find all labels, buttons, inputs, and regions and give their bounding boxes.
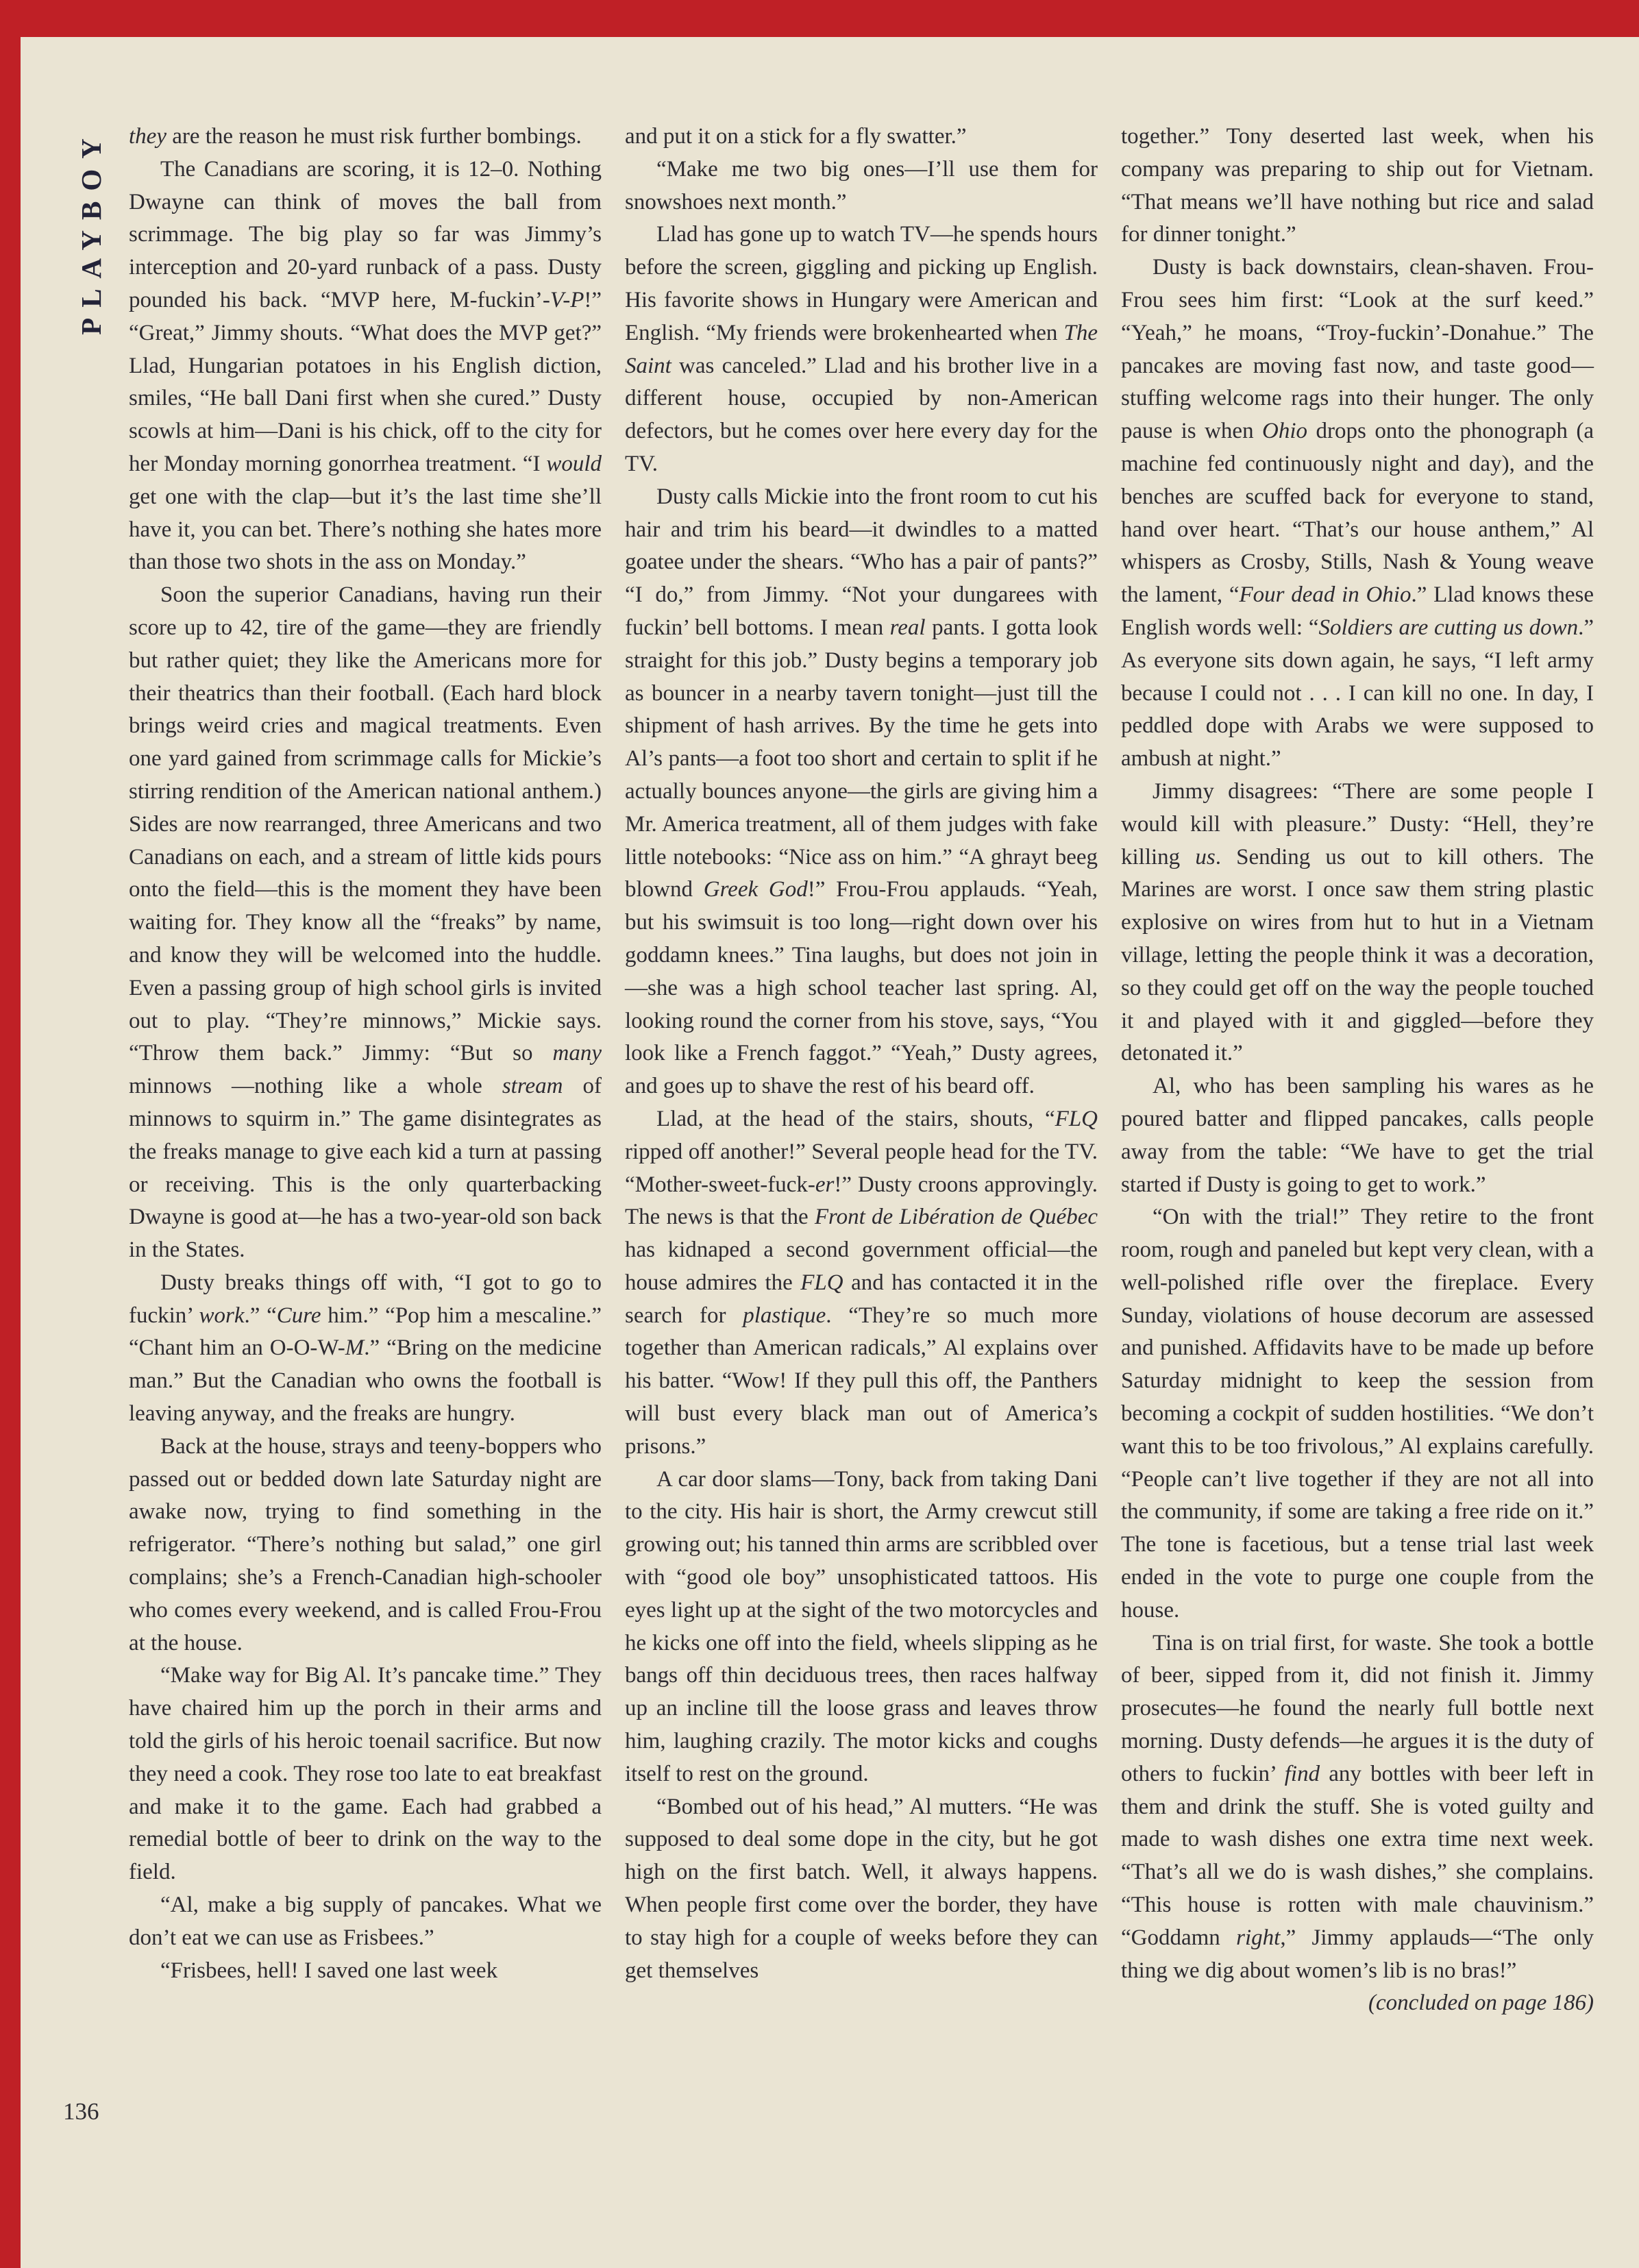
page-number: 136 [63,2098,99,2125]
page-edge-band-left [0,0,21,2268]
text-column-2 [625,121,1098,1987]
text-column-3 [1121,121,1594,2020]
paragraph: Tina is on trial first, for waste. She took a bottle of beer, sipped from it, did not finish it. Jimmy prosecutes—he found the nearly full bottle next morning. Dusty defends—he argues it is the duty of others to fuckin’ find any bottles with beer left in them and drink the stuff. She is voted guilty and made to wash dishes one extra time next week. “That’s all we do is wash dishes,” she complains. “This house is rotten with male chauvinism.” “Goddamn right,” Jimmy applauds—“The only thing we dig about women’s lib is no bras!” [1121,1630,1594,1983]
paragraph: Llad has gone up to watch TV—he spends hours before the screen, giggling and picking up English. His favorite shows in Hungary were American and English. “My friends were brokenhearted when The Saint was canceled.” Llad and his brother live in a different house, occupied by non-American defectors, but he comes over here every day for the TV. [625,222,1098,476]
paragraph: “Frisbees, hell! I saved one last week [160,1958,498,1983]
paragraph: Back at the house, strays and teeny-boppers who passed out or bedded down late Saturday night are awake now, trying to find something in the refrigerator. “There’s nothing but salad,” one girl complains; she’s a French-Canadian high-schooler who comes every weekend, and is called Frou-Frou at the house. [129,1433,602,1655]
paragraph: they are the reason he must risk further bombings. [129,124,582,149]
paragraph: “Make me two big ones—I’ll use them for snowshoes next month.” [625,156,1098,214]
paragraph: Jimmy disagrees: “There are some people I would kill with pleasure.” Dusty: “Hell, they’re killing us. Sending us out to kill others. The Marines are worst. I once saw them string plastic explosive on wires from hut to hut in a Vietnam village, letting the people think it was a decoration, so they could get off on the way the people touched it and played with it and giggled—before they detonated it.” [1121,778,1594,1066]
paragraph: and put it on a stick for a fly swatter.” [625,124,967,149]
paragraph: The Canadians are scoring, it is 12–0. Nothing Dwayne can think of moves the ball from scrimmage. The big play so far was Jimmy’s interception and 20-yard runback of a pass. Dusty pounded his back. “MVP here, M-fuckin’-V-P!” “Great,” Jimmy shouts. “What does the MVP get?” Llad, Hungarian potatoes in his English diction, smiles, “He ball Dani first when she cured.” Dusty scowls at him—Dani is his chick, off to the city for her Monday morning gonorrhea treatment. “I would get one with the clap—but it’s the last time she’ll have it, you can bet. There’s nothing she hates more than those two shots in the ass on Monday.” [129,156,602,575]
paragraph: Dusty is back downstairs, clean-shaven. Frou-Frou sees him first: “Look at the surf keed.” “Yeah,” he moans, “Troy-fuckin’-Donahue.” The pancakes are moving fast now, and taste good—stuffing welcome rags into their hunger. The only pause is when Ohio drops onto the phonograph (a machine fed continuously night and day), and the benches are scuffed back for everyone to stand, hand over heart. “That’s our house anthem,” Al whispers as Crosby, Stills, Nash & Young weave the lament, “Four dead in Ohio.” Llad knows these English words well: “Soldiers are cutting us down.” As everyone sits down again, he says, “I left army because I could not . . . I can kill no one. In day, I peddled dope with Arabs we were supposed to ambush at night.” [1121,255,1594,772]
paragraph: Soon the superior Canadians, having run their score up to 42, tire of the game—they are friendly but rather quiet; they like the Americans more for their theatrics than their football. (Each hard block brings weird cries and magical treatments. Even one yard gained from scrimmage calls for Mickie’s stirring rendition of the American national anthem.) Sides are now rearranged, three Americans and two Canadians on each, and a stream of little kids pours onto the field—this is the moment they have been waiting for. They know all the “freaks” by name, and know they will be welcomed into the huddle. Even a passing group of high school girls is invited out to play. “They’re minnows,” Mickie says. “Throw them back.” Jimmy: “But so many minnows —nothing like a whole stream of minnows to squirm in.” The game disintegrates as the freaks manage to give each kid a turn at passing or receiving. This is the only quarterbacking Dwayne is good at—he has a two-year-old son back in the States. [129,582,602,1263]
paragraph: A car door slams—Tony, back from taking Dani to the city. His hair is short, the Army crewcut still growing out; his tanned thin arms are scribbled over with “good ole boy” unsophisticated tattoos. His eyes light up at the sight of the two motorcycles and he kicks one off into the field, wheels slipping as he bangs off thin deciduous trees, then races halfway up an incline till the loose grass and leaves throw him, laughing crazily. The motor kicks and coughs itself to rest on the ground. [625,1466,1098,1786]
paragraph: “Al, make a big supply of pancakes. What we don’t eat we can use as Frisbees.” [129,1893,602,1950]
paragraph: together.” Tony deserted last week, when his company was preparing to ship out for Vietnam. “That means we’ll have nothing but rice and salad for dinner tonight.” [1121,124,1594,247]
magazine-wordmark: PLAYBOY [75,128,107,335]
page-edge-band-top [0,0,1639,37]
paragraph: “On with the trial!” They retire to the front room, rough and paneled but kept very clean, with a well-polished rifle over the fireplace. Every Sunday, violations of house decorum are assessed and punished. Affidavits have to be made up before Saturday midnight to keep the session from becoming a cockpit of sudden hostilities. “We don’t want this to be too frivolous,” Al explains carefully. “People can’t live together if they are not all into the community, if some are taking a free ride on it.” The tone is facetious, but a tense trial last week ended in the vote to purge one couple from the house. [1121,1205,1594,1623]
paragraph: Dusty calls Mickie into the front room to cut his hair and trim his beard—it dwindles to a matted goatee under the shears. “Who has a pair of pants?” “I do,” from Jimmy. “Not your dungarees with fuckin’ bell bottoms. I mean real pants. I gotta look straight for this job.” Dusty begins a temporary job as bouncer in a nearby tavern tonight—just till the shipment of hash arrives. By the time he gets into Al’s pants—a foot too short and certain to split if he actually bounces anyone—the girls are giving him a Mr. America treatment, all of them judges with fake little notebooks: “Nice ass on him.” “A ghrayt beeg blownd Greek God!” Frou-Frou applauds. “Yeah, but his swimsuit is too long—right down over his goddamn knees.” Tina laughs, but does not join in—she was a high school teacher last spring. Al, looking round the corner from his stove, says, “You look like a French faggot.” “Yeah,” Dusty agrees, and goes up to shave the rest of his beard off. [625,484,1098,1099]
paragraph: “Make way for Big Al. It’s pancake time.” They have chaired him up the porch in their arms and told the girls of his heroic toenail sacrifice. But now they need a cook. They rose too late to eat breakfast and make it to the game. Each had grabbed a remedial bottle of beer to drink on the way to the field. [129,1663,602,1885]
paragraph: Al, who has been sampling his wares as he poured batter and flipped pancakes, calls people away from the table: “We have to get the trial started if Dusty is going to get to work.” [1121,1074,1594,1197]
paragraph: “Bombed out of his head,” Al mutters. “He was supposed to deal some dope in the city, but he got high on the first batch. Well, it always happens. When people first come over the border, they have to stay high for a couple of weeks before they can get themselves [625,1794,1098,1983]
text-column-1 [129,121,602,1987]
paragraph: Llad, at the head of the stairs, shouts, “FLQ ripped off another!” Several people head for the TV. “Mother-sweet-fuck-er!” Dusty croons approvingly. The news is that the Front de Libération de Québec has kidnaped a second government official—the house admires the FLQ and has contacted it in the search for plastique. “They’re so much more together than American radicals,” Al explains over his batter. “Wow! If they pull this off, the Panthers will bust every black man out of America’s prisons.” [625,1106,1098,1459]
paragraph: Dusty breaks things off with, “I got to go to fuckin’ work.” “Cure him.” “Pop him a mescaline.” “Chant him an O-O-W-M.” “Bring on the medicine man.” But the Canadian who owns the football is leaving anyway, and the freaks are hungry. [129,1270,602,1427]
paragraph: (concluded on page 186) [1368,1990,1594,2016]
